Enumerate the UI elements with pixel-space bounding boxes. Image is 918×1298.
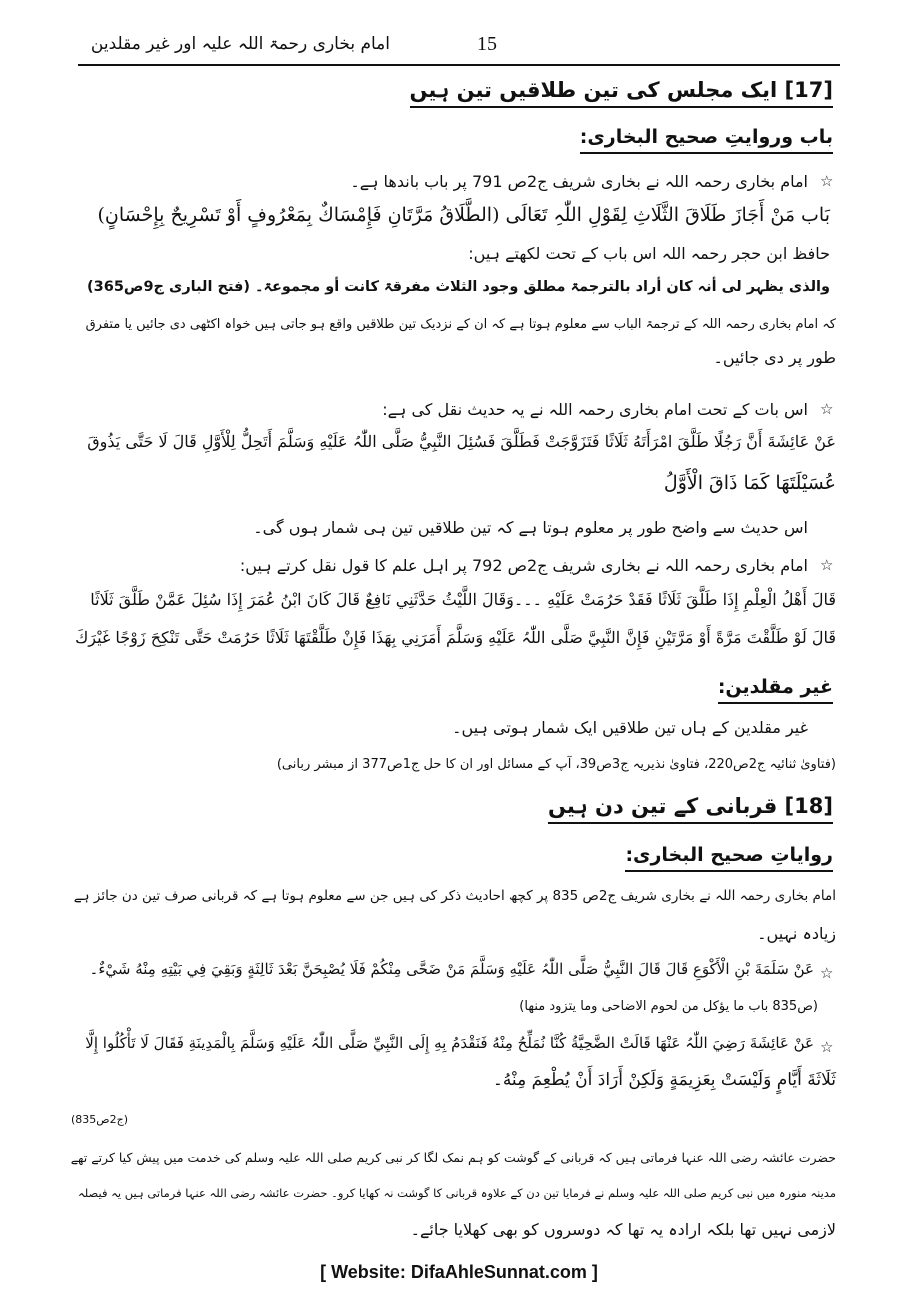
star-bullet-icon: ☆ (820, 964, 834, 982)
paragraph: غیر مقلدین کے ہاں تین طلاقیں ایک شمار ہوتی ہیں۔ (452, 718, 808, 737)
hadith-text: ثَلَاثَةَ أَيَّامٍ وَلَيْسَتْ بِعَزِيمَةٍ وَلَكِنْ أَرَادَ أَنْ يُطْعِمَ مِنْهُ۔ (492, 1070, 836, 1090)
hadith-text: عُسَيْلَتَهَا كَمَا ذَاقَ الْأَوَّلُ (663, 472, 836, 494)
paragraph: مدینہ منورہ میں نبی کریم صلی اللہ علیہ وسلم نے فرمایا تین دن کے علاوہ قربانی کا گوشت نہ کھایا کرو۔ حضرت عائشہ رضی اللہ عنہا فرماتی ہیں یہ فیصلہ (77, 1186, 836, 1200)
hadith-text: عَنْ سَلَمَةَ بْنِ الْأَكْوَعِ قَالَ قَالَ النَّبِيُّ صَلَّى اللّٰہُ عَلَيْهِ وَسَلَّمَ مَنْ ضَحَّى مِنْكُمْ فَلَا يُصْبِحَنَّ بَعْدَ ثَالِثَةٍ وَبَقِيَ فِي بَيْتِهِ مِنْهُ شَيْءٌ۔ (89, 960, 814, 978)
reference: (ج2ص835) (70, 1113, 128, 1126)
section-18-heading: [18] قربانی کے تین دن ہیں (548, 796, 833, 817)
star-bullet-icon: ☆ (820, 172, 834, 190)
hadith-text: عَنْ عَائِشَةَ أَنَّ رَجُلًا طَلَّقَ امْرَأَتَهُ ثَلَاثًا فَتَزَوَّجَتْ فَطَلَّقَ فَسُئِلَ النَّبِيُّ صَلَّى اللّٰہُ عَلَيْهِ وَسَلَّمَ أَتَحِلُّ لِلْأَوَّلِ قَالَ لَا حَتَّى يَذُوقَ (87, 432, 836, 451)
arabic-text: قَالَ لَوْ طَلَّقْتَ مَرَّةً أَوْ مَرَّتَيْنِ فَإِنَّ النَّبِيَّ صَلَّى اللّٰہُ عَلَيْهِ وَسَلَّمَ أَمَرَنِي بِهَذَا فَإِنْ طَلَّقْتَهَا ثَلَاثًا حَرُمَتْ حَتَّى تَنْكِحَ زَوْجًا غَيْرَكَ (75, 628, 836, 647)
paragraph: کہ امام بخاری رحمہ اللہ کے ترجمۃ الباب سے معلوم ہوتا ہے کہ ان کے نزدیک تین طلاقیں واقع ہو جاتی ہیں خواہ اکٹھی دی جائیں یا متفرق (85, 317, 836, 332)
paragraph: طور پر دی جائیں۔ (713, 348, 836, 367)
star-bullet-icon: ☆ (820, 1038, 834, 1056)
reference: (فتاویٰ ثنائیہ ج2ص220، فتاویٰ نذیریہ ج3ص39، آپ کے مسائل اور ان کا حل ج1ص377 از مبشر ربانی) (276, 757, 836, 772)
paragraph: لازمی نہیں تھا بلکہ ارادہ یہ تھا کہ دوسروں کو بھی کھلایا جائے۔ (410, 1220, 836, 1239)
arabic-quote: والذی یظہر لی أنہ کان أراد بالترجمۃ مطلق وجود الثلاث مفرقۃ کانت أو مجموعۃ۔ (فتح الباری ج9ص365) (87, 279, 830, 295)
star-bullet-icon: ☆ (820, 556, 834, 574)
paragraph: امام بخاری رحمہ اللہ نے بخاری شریف ج2ص 835 پر کچھ احادیث ذکر کی ہیں جن سے معلوم ہوتا ہے کہ قربانی صرف تین دن جائز ہے (73, 888, 836, 904)
paragraph: امام بخاری رحمہ اللہ نے بخاری شریف ج2ص 791 پر باب باندھا ہے۔ (350, 172, 808, 191)
paragraph: زیادہ نہیں۔ (757, 924, 836, 943)
header-rule (78, 64, 840, 66)
ghair-muqallideen-subheading: غیر مقلدین: (718, 678, 833, 697)
paragraph: حافظ ابن حجر رحمہ اللہ اس باب کے تحت لکھتے ہیں: (468, 244, 830, 263)
hadith-text: عَنْ عَائِشَةَ رَضِيَ اللّٰہُ عَنْهَا قَالَتْ الضَّحِيَّةُ كُنَّا نُمَلِّحُ مِنْهُ فَنَقْدَمُ بِهِ إِلَى النَّبِيِّ صَلَّى اللّٰہُ عَلَيْهِ وَسَلَّمَ بِالْمَدِينَةِ فَقَالَ لَا تَأْكُلُوا إِلَّا (85, 1034, 814, 1052)
paragraph: اس بات کے تحت امام بخاری رحمہ اللہ نے یہ حدیث نقل کی ہے: (382, 400, 808, 419)
reference: (ص835 باب ما یؤکل من لحوم الاضاحی وما یتزود منھا) (519, 999, 818, 1014)
arabic-text: قَالَ أَهْلُ الْعِلْمِ إِذَا طَلَّقَ ثَلَاثًا فَقَدْ حَرُمَتْ عَلَيْهِ ۔۔۔وَقَالَ اللَّيْثُ حَدَّثَنِي نَافِعٌ قَالَ كَانَ ابْنُ عُمَرَ إِذَا سُئِلَ عَمَّنْ طَلَّقَ ثَلَاثًا (90, 590, 836, 609)
star-bullet-icon: ☆ (820, 400, 834, 418)
arabic-text: بَاب مَنْ أَجَازَ طَلَاقَ الثَّلَاثِ لِقَوْلِ اللّٰہِ تَعَالَی (الطَّلَاقُ مَرَّتَانِ فَإِمْسَاكٌ بِمَعْرُوفٍ أَوْ تَسْرِيحٌ بِإِحْسَانٍ) (97, 204, 830, 226)
website-footer: [ Website: DifaAhleSunnat.com ] (320, 1262, 598, 1282)
section-17-heading: [17] ایک مجلس کی تین طلاقیں تین ہیں (410, 80, 834, 101)
page-number: 15 (477, 33, 497, 55)
paragraph: اس حدیث سے واضح طور پر معلوم ہوتا ہے کہ تین طلاقیں تین ہی شمار ہوں گی۔ (253, 518, 808, 537)
section-17-subheading: باب وروایتِ صحیح البخاری: (580, 128, 833, 147)
section-18-subheading: روایاتِ صحیح البخاری: (625, 846, 833, 865)
paragraph: امام بخاری رحمہ اللہ نے بخاری شریف ج2ص 792 پر اہل علم کا قول نقل کرتے ہیں: (239, 556, 808, 575)
running-title: امام بخاری رحمۃ اللہ علیہ اور غیر مقلدین (90, 34, 390, 54)
paragraph: حضرت عائشہ رضی اللہ عنہا فرماتی ہیں کہ قربانی کے گوشت کو ہم نمک لگا کر نبی کریم صلی اللہ علیہ وسلم کی خدمت میں پیش کیا کرتے تھے (70, 1150, 836, 1165)
